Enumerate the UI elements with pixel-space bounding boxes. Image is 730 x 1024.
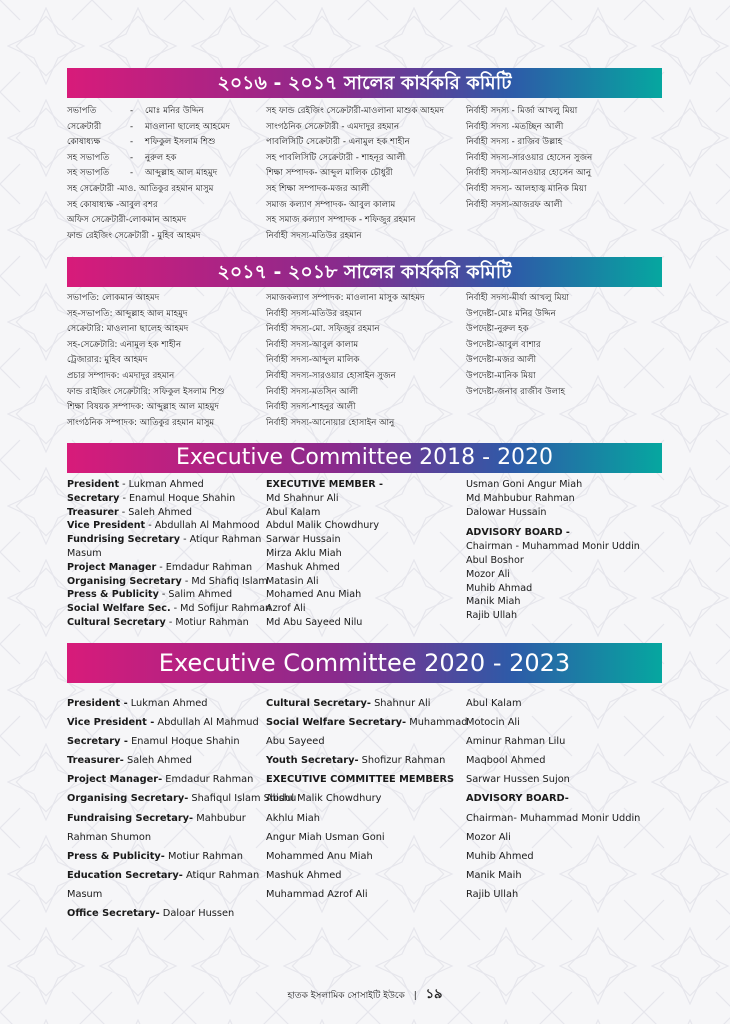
member-name: - Md Sofijur Rahman [170,603,272,615]
member-role: সহ সভাপতি [67,168,110,179]
member-name: - Emdadur Rahman [156,561,253,573]
committee-member: Muhammad Azrof Ali [266,888,368,900]
member-role: Project Manager- [67,774,163,786]
member-role: কোষাধ্যক্ষ [67,137,101,148]
committee-member: প্রচার সম্পাদক: এমদাদুর রহমান [67,370,175,381]
member-name: Shafiqul Islam Shishu [188,793,297,805]
footer-separator: | [413,991,417,1001]
committee-2017-2018-col-1 [67,291,267,431]
committee-member [67,616,267,630]
committee-member: Md Mahbubur Rahman [466,492,575,504]
member-name: Atiqur Rahman [182,869,260,881]
member-name: - Atiqur Rahman [180,534,262,546]
committee-member [67,602,272,616]
member-role: Cultural Secretary [67,616,166,628]
spacer [466,519,662,526]
committee-2016-2017-col-2 [266,104,466,244]
committee-member: Matasin Ali [266,575,319,587]
member-role: Treasurer- [67,755,124,767]
committee-member [67,809,267,828]
committee-member: Md Shahnur Ali [266,492,339,504]
committee-member: Abdul Malik Chowdhury [266,793,382,805]
committee-member: সহ ফান্ড রেইজিং সেক্রেটারী-মাওলানা মাশুক আহমদ [266,106,444,116]
committee-member: Mirza Aklu Miah [266,547,342,559]
member-role: Fundrising Secretary [67,534,181,546]
member-role: Secretary [67,492,120,504]
committee-member [67,492,267,506]
member-role: Fundraising Secretary- [67,812,194,824]
committee-member: সহ-সভাপতি: আব্দুল্লাহ আল মাহমুদ [67,308,188,319]
dash-separator: - [130,137,134,148]
member-name: - Motiur Rahman [165,616,249,628]
committee-member: সহ সমাজ কল্যাণ সম্পাদক - শফিজুর রহমান [266,215,416,226]
committee-member [266,751,466,770]
dash-separator: - [130,152,134,163]
member-name: Rahman Shumon [67,831,152,843]
committee-member: Abdul Malik Chowdhury [266,520,379,532]
member-name: Abu Sayeed [266,736,325,748]
committee-member [67,104,267,120]
committee-member: নির্বাহী সদস্য-আজরফ আলী [466,199,563,210]
committee-member: Aminur Rahman Lilu [466,736,566,748]
member-name: মোঃ মনির উদ্দিন [145,106,204,116]
committee-member: সহ শিক্ষা সম্পাদক-মজর আলী [266,183,370,194]
column-heading: EXECUTIVE COMMITTEE MEMBERS [266,774,455,786]
committee-member: Maqbool Ahmed [466,755,546,767]
committee-member: নির্বাহী সদস্য-আব্দুল মালিক [266,355,360,366]
member-role: Organising Secretary [67,575,182,587]
committee-member [67,588,267,602]
member-role: Treasurer [67,506,119,518]
committee-member: Dalowar Hussain [466,506,547,518]
member-name: আব্দুল্লাহ আল মাহমুদ [145,168,218,179]
member-role: Organising Secretary- [67,793,189,805]
committee-member: নির্বাহী সদস্য-সারওয়ার হোসাইন সুজন [266,370,396,381]
page-footer [0,985,730,1006]
committee-member [67,547,267,561]
committee-2016-2017-col-1 [67,104,267,244]
committee-member: Mashuk Ahmed [266,561,340,573]
member-role: Youth Secretary- [266,755,359,767]
committee-member [67,135,267,151]
committee-member [67,885,267,904]
committee-member: উপদেষ্টা-জনাব রাজীব উলাহ [466,386,566,397]
member-role: President [67,479,120,490]
committee-member [67,713,267,732]
member-name: মাওলানা ছালেহ আহমেদ [145,121,230,132]
committee-member: সাংগঠনিক সম্পাদক: আতিকুর রহমান মাসুম [67,417,215,428]
committee-member: উপদেষ্টা-মজর আলী [466,355,537,366]
committee-member: নির্বাহী সদস্য- আলহাজ্ব মানিক মিয়া [466,183,587,194]
member-name: Abdullah Al Mahmud [154,717,259,729]
committee-member: সমাজ কল্যাণ সম্পাদক- আবুল কালাম [266,199,396,210]
member-role: Office Secretary- [67,908,160,920]
committee-2018-2020-col-1 [67,478,272,630]
committee-2018-2020-col-2 [266,478,466,630]
committee-member: Rajib Ullah [466,888,519,900]
committee-member: Mashuk Ahmed [266,869,342,881]
member-name: Shofizur Rahman [358,755,446,767]
committee-member: উপদেষ্টা-মোঃ মনির উদ্দিন [466,308,556,319]
member-name: Emdadur Rahman [162,774,254,786]
member-role: সহ সভাপতি [67,152,110,163]
committee-member [67,828,267,847]
committee-member [67,533,267,547]
committee-member: Angur Miah Usman Goni [266,831,385,843]
member-role: সভাপতি [67,106,97,116]
committee-2017-2018-banner: ২০১৭ - ২০১৮ সালের কার্যকরি কমিটি [67,257,662,287]
committee-2016-2017-banner: ২০১৬ - ২০১৭ সালের কার্যকরি কমিটি [67,68,662,98]
column-heading: ADVISORY BOARD - [466,527,570,539]
member-name: Daloar Hussen [159,908,235,920]
committee-member [67,506,267,520]
member-role: Secretary - [67,736,128,748]
committee-member: Sarwar Hussen Sujon [466,774,570,786]
committee-2017-2018-col-2 [266,291,466,431]
committee-member [67,751,267,770]
column-heading: ADVISORY BOARD- [466,793,569,805]
committee-member [266,694,466,713]
committee-member: সভাপতি: লোকমান আহমদ [67,293,160,303]
committee-member [67,866,267,885]
member-name: - Salim Ahmed [158,589,233,601]
committee-member: Abul Boshor [466,554,524,566]
committee-member [67,120,267,136]
member-name: - Abdullah Al Mahmood [145,520,260,532]
dash-separator: - [130,168,134,179]
committee-member: নির্বাহী সদস্য - মির্জা আখলু মিয়া [466,106,578,116]
committee-member: Mohammed Anu Miah [266,850,373,862]
member-role: সেক্রেটারী [67,121,102,132]
committee-member: পাবলিসিটি সেক্রেটারী - এনামুল হক শাহীন [266,137,410,148]
committee-member: সহ কোষাধ্যক্ষ -আবুল বশর [67,199,158,210]
committee-member: সহ-সেক্রেটারি: এনামুল হক শাহীন [67,339,182,350]
committee-member [67,770,267,789]
committee-member: Chairman - Muhammad Monir Uddin [466,541,640,553]
member-role: President - [67,698,128,709]
committee-member: Sarwar Hussain [266,534,341,546]
committee-member: Md Abu Sayeed Nilu [266,616,363,628]
member-name: Lukman Ahmed [127,698,208,709]
committee-member: উপদেষ্টা-আবুল বাশার [466,339,541,350]
committee-member: উপদেষ্টা-নুরুল হক [466,324,529,335]
committee-member: নির্বাহী সদস্য-মতসিন আলী [266,386,359,397]
member-role: Social Welfare Secretary- [266,717,407,729]
committee-member [67,519,267,533]
committee-member [67,732,267,751]
committee-2017-2018-col-3 [466,291,662,400]
committee-2018-2020-col-3 [466,478,662,623]
committee-member: Chairman- Muhammad Monir Uddin [466,812,641,824]
committee-member [67,847,267,866]
committee-member [67,904,267,923]
committee-member: নির্বাহী সদস্য-মীর্যা আখলু মিয়া [466,293,570,303]
committee-member: Manik Miah [466,596,521,608]
committee-member: ফান্ড রেইজিং সেক্রেটারী - মুহিব আহমদ [67,230,201,241]
member-role: Social Welfare Sec. [67,603,171,615]
member-role: Vice President [67,520,146,532]
committee-member [67,561,267,575]
dash-separator: - [130,121,134,132]
committee-member [266,713,466,732]
committee-member: Abul Kalam [266,506,321,518]
committee-member [67,166,267,182]
committee-member: Rajib Ullah [466,610,518,622]
committee-member: Abul Kalam [466,698,522,709]
committee-2020-2023-col-2 [266,694,466,904]
committee-member: Usman Goni Angur Miah [466,479,583,490]
committee-member: উপদেষ্টা-মানিক মিয়া [466,370,536,381]
committee-member: নির্বাহী সদস্য - রাজিব উল্লাহ [466,137,563,148]
page-number: ১৯ [425,987,443,1002]
member-name: Enamul Hoque Shahin [127,736,240,748]
committee-member: নির্বাহী সদস্য-সারওয়ার হোসেন সুজন [466,152,593,163]
committee-member: Akhlu Miah [266,812,321,824]
committee-member: Motocin Ali [466,717,520,729]
committee-member: নির্বাহী সদস্য-মো. সফিজুর রহমান [266,324,380,335]
member-name: Masum [67,547,102,559]
member-name: Mahbubur [193,812,246,824]
member-role: Press & Publicity [67,589,159,601]
member-role: Vice President - [67,717,155,729]
committee-member: অফিস সেক্রেটারী-লোকমান আহমদ [67,215,187,226]
member-role: Education Secretary- [67,869,183,881]
committee-2018-2020-banner: Executive Committee 2018 - 2020 [67,443,662,473]
dash-separator: - [130,106,134,116]
committee-2020-2023-banner: Executive Committee 2020 - 2023 [67,643,662,683]
committee-member: নির্বাহী সদস্য-মতিউর রহমান [266,308,362,319]
committee-member: Mozor Ali [466,568,510,580]
committee-member: Muhib Ahmed [466,850,534,862]
committee-member [67,694,267,713]
committee-2016-2017-col-3 [466,104,662,213]
member-name: - Md Shafiq Islam [181,575,268,587]
committee-2020-2023-col-3 [466,694,662,904]
committee-member: Mohamed Anu Miah [266,589,362,601]
member-name: Motiur Rahman [164,850,243,862]
committee-member: সেক্রেটারি: মাওলানা ছালেহ আহমদ [67,324,189,335]
member-name: Shahnur Ali [370,698,431,709]
committee-member: ট্রেজারার: মুহিব আহমদ [67,355,148,366]
committee-member: সাংগঠনিক সেক্রেটারী - এমদাদুর রহমান [266,121,400,132]
member-name: Masum [67,888,103,900]
committee-member: ফান্ড রাইজিং সেক্রেটারি: সফিকুল ইসলাম শিশু [67,386,225,397]
column-heading: EXECUTIVE MEMBER - [266,479,383,490]
member-name: নুরুল হক [145,152,177,163]
committee-member: সহ পাবলিসিটি সেক্রেটারী - শাহনূর আলী [266,152,406,163]
committee-member: নির্বাহী সদস্য-আনওয়ার হোসেন আনু [466,168,592,179]
committee-member [67,575,267,589]
committee-member [67,478,267,492]
member-name: শফিকুল ইসলাম শিশু [145,137,216,148]
committee-member [67,151,267,167]
committee-member [67,789,297,808]
committee-member [266,732,466,751]
committee-member: নির্বাহী সদস্য-আনোয়ার হোসাইন আনু [266,417,395,428]
committee-member: Azrof Ali [266,603,306,615]
member-name: - Saleh Ahmed [118,506,192,518]
committee-member: সমাজকল্যাণ সম্পাদক: মাওলানা মাসুক আহমদ [266,293,425,303]
committee-member: Muhib Ahmad [466,582,533,594]
committee-member: নির্বাহী সদস্য-মতিউর রহমান [266,230,362,241]
committee-member: Mozor Ali [466,831,511,843]
committee-member: শিক্ষা সম্পাদক- আব্দুল মালিক চৌধুরী [266,168,393,179]
member-name: Saleh Ahmed [123,755,192,767]
member-role: Project Manager [67,561,157,573]
member-name: Muhammad [406,717,468,729]
member-role: Cultural Secretary- [266,698,371,709]
committee-member: সহ সেক্রেটারী -মাও. আতিকুর রহমান মাসুম [67,183,214,194]
member-name: - Lukman Ahmed [119,479,204,490]
committee-member: শিক্ষা বিষয়ক সম্পাদক: আব্দুল্লাহ আল মাহমুদ [67,402,219,413]
committee-member: নির্বাহী সদস্য-আবুল কালাম [266,339,359,350]
committee-member: নির্বাহী সদস্য -মতচ্ছিন আলী [466,121,564,132]
member-name: - Enamul Hoque Shahin [119,492,236,504]
committee-member: Manik Maih [466,869,522,881]
footer-organisation-name: হাতক ইসলামিক সোসাইটি ইউকে [287,991,405,1001]
member-role: Press & Publicity- [67,850,165,862]
committee-member: নির্বাহী সদস্য-শাহনুর আলী [266,402,356,413]
